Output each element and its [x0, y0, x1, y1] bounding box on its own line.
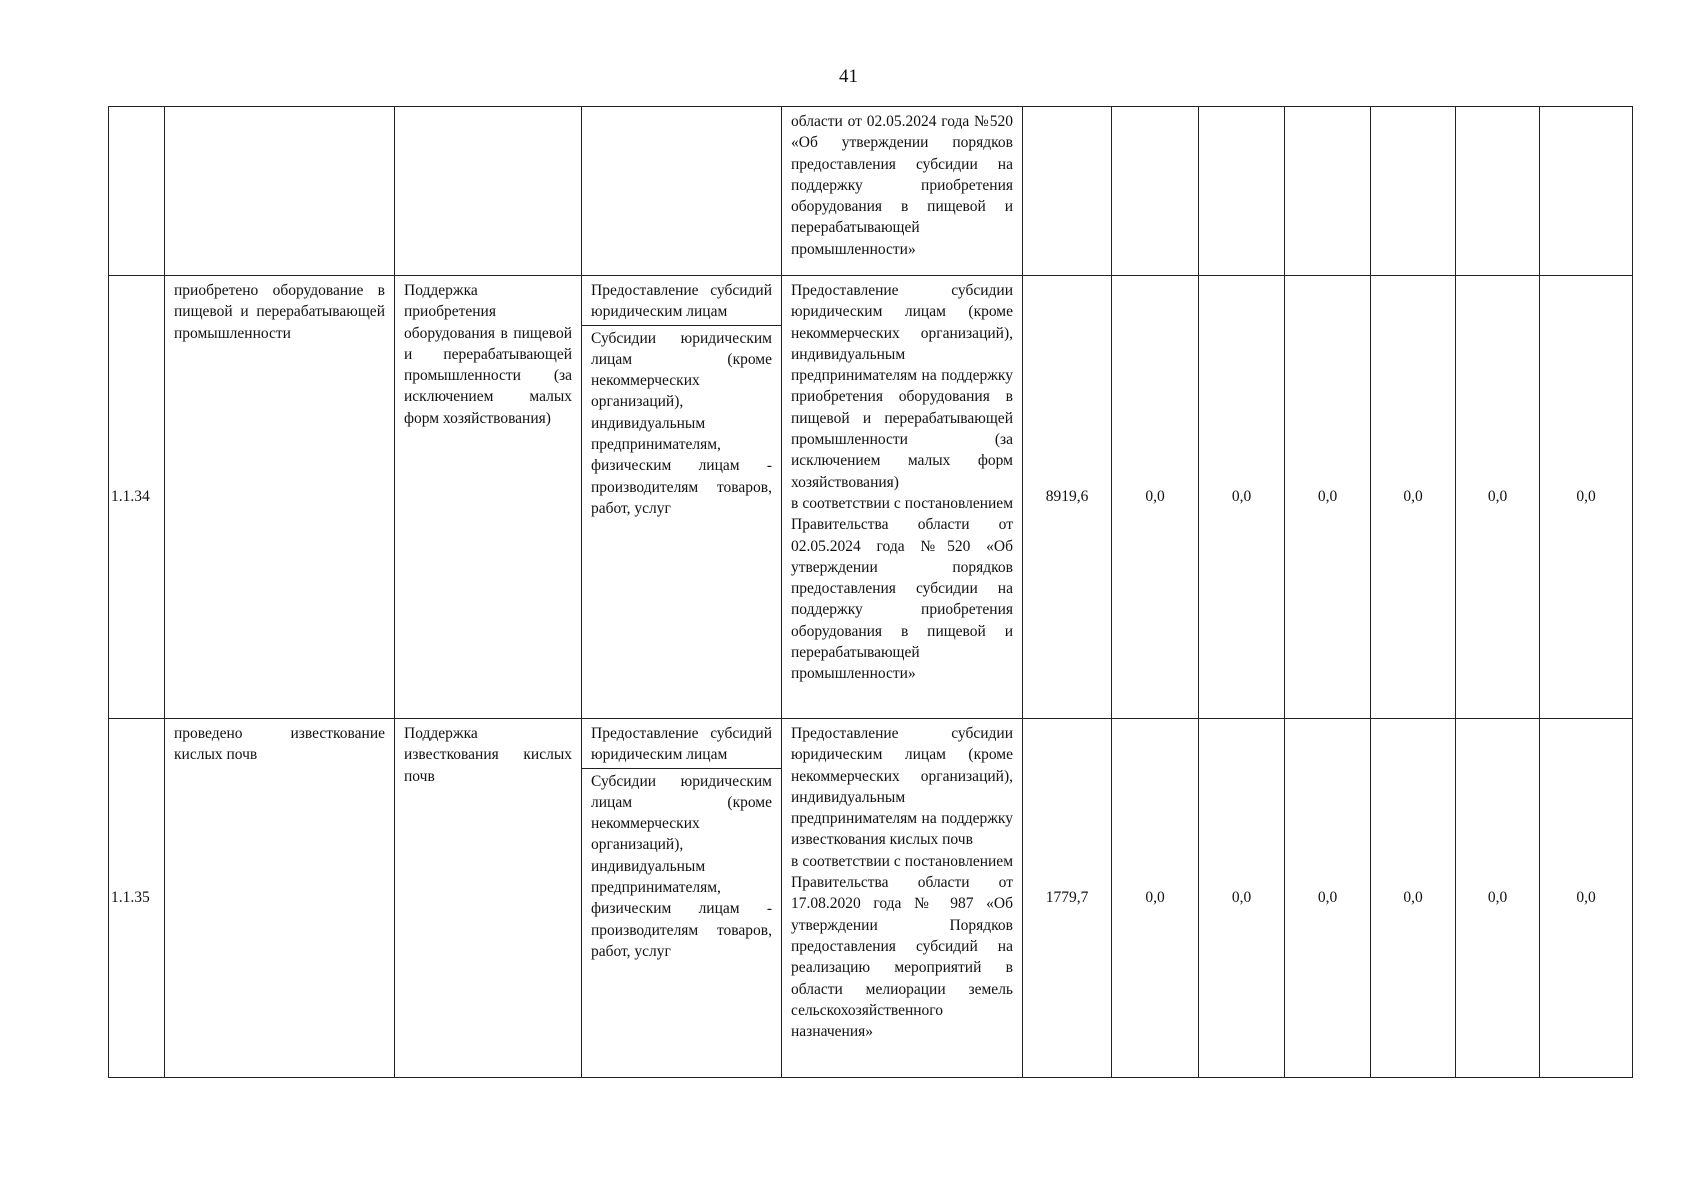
description-text: Предоставление субсидии юридическим лицам (кроме некоммерческих организаций), индивидуальным предпринимателям на поддержку приобретения оборудования в пищевой и перерабатывающей промышленности (за исключением малых форм хозяйствования) [791, 282, 1013, 491]
value-cell [1112, 107, 1199, 276]
row-description [782, 276, 1023, 719]
value-cell [1023, 107, 1112, 276]
table-row-1-1-35 [109, 719, 1633, 1078]
value-year: 0,0 [1540, 719, 1633, 1078]
basis-text: в соответствии с постановлением Правительства области от 02.05.2024 года №520 «Об утверждении порядков предоставления субсидии на поддержку приобретения оборудования в пищевой и перерабатывающей промышленности» [791, 494, 1013, 683]
value-year: 0,0 [1540, 276, 1633, 719]
value-total: 8919,6 [1023, 276, 1112, 719]
value-total: 1779,7 [1023, 719, 1112, 1078]
row-direction [582, 719, 782, 1078]
value-year: 0,0 [1371, 719, 1456, 1078]
direction-bottom: Субсидии юридическим лицам (кроме некоммерческих организаций), индивидуальным предпринимателям, физическим лицам - производителям товаров, работ, услуг [591, 772, 772, 960]
value-year: 0,0 [1456, 719, 1540, 1078]
row-code: 1.1.35 [109, 719, 165, 1078]
value-cell [1199, 107, 1285, 276]
value-year: 0,0 [1112, 276, 1199, 719]
budget-table [108, 106, 1633, 1078]
row-description [782, 719, 1023, 1078]
direction-cell [582, 107, 782, 276]
value-year: 0,0 [1199, 719, 1285, 1078]
row-measure: Поддержка приобретения оборудования в пищевой и перерабатывающей промышленности (за исключением малых форм хозяйствования) [395, 276, 582, 719]
value-year: 0,0 [1371, 276, 1456, 719]
table-row-1-1-34 [109, 276, 1633, 719]
description-text: Предоставление субсидии юридическим лицам (кроме некоммерческих организаций), индивидуальным предпринимателям на поддержку известкования кислых почв [791, 725, 1013, 849]
value-cell [1285, 107, 1371, 276]
measure-cell [395, 107, 582, 276]
row-result: проведено известкование кислых почв [165, 719, 395, 1078]
legal-text-cell: области от 02.05.2024 года №520 «Об утверждении порядков предоставления субсидии на поддержку приобретения оборудования в пищевой и перерабатывающей промышленности» [782, 107, 1023, 276]
value-cell [1456, 107, 1540, 276]
value-year: 0,0 [1285, 719, 1371, 1078]
value-cell [1371, 107, 1456, 276]
basis-text: в соответствии с постановлением Правительства области от 17.08.2020 года № 987 «Об утверждении Порядков предоставления субсидий на реализацию мероприятий в области мелиорации земель сельскохозяйственного назначения» [791, 852, 1013, 1041]
code-cell [109, 107, 165, 276]
value-year: 0,0 [1112, 719, 1199, 1078]
direction-bottom: Субсидии юридическим лицам (кроме некоммерческих организаций), индивидуальным предпринимателям, физическим лицам - производителям товаров, работ, услуг [591, 329, 772, 517]
value-cell [1540, 107, 1633, 276]
row-direction [582, 276, 782, 719]
value-year: 0,0 [1199, 276, 1285, 719]
row-measure: Поддержка известкования кислых почв [395, 719, 582, 1078]
result-cell [165, 107, 395, 276]
page-number: 41 [839, 66, 858, 87]
table-row-continuation [109, 107, 1633, 276]
row-code: 1.1.34 [109, 276, 165, 719]
direction-top: Предоставление субсидий юридическим лицам [582, 719, 781, 769]
row-result: приобретено оборудование в пищевой и перерабатывающей промышленности [165, 276, 395, 719]
direction-top: Предоставление субсидий юридическим лицам [582, 276, 781, 326]
value-year: 0,0 [1285, 276, 1371, 719]
value-year: 0,0 [1456, 276, 1540, 719]
